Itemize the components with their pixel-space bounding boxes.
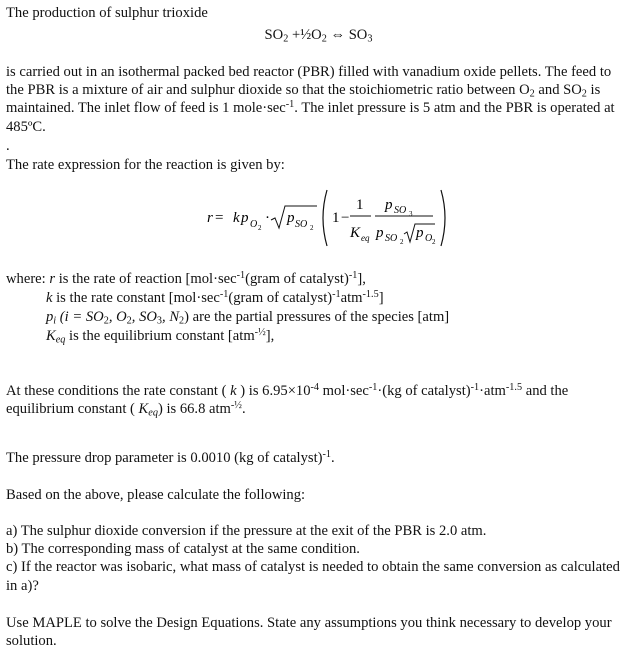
question-a: a) The sulphur dioxide conversion if the pressure at the exit of the PBR is 2.0 atm. xyxy=(6,523,487,539)
eq-p2: p xyxy=(287,210,295,226)
eq-p3: p xyxy=(385,197,393,213)
question-c: c) If the reactor was isobaric, what mass of catalyst is needed to obtain the same conversion as calculated in a)? xyxy=(6,559,620,594)
eq-K-sub: eq xyxy=(361,233,370,243)
problem-title: The production of sulphur trioxide xyxy=(6,5,208,21)
eq-k: k xyxy=(233,210,240,226)
eq-equals: = xyxy=(215,210,224,226)
eq-o2b-two: 2 xyxy=(432,238,436,246)
def-p: $p_i$ ($i = SO_2$, $O_2$, $SO_3$, $N_2$) are the partial pressures of the species [atm] xyxy=(46,309,450,327)
eq-p4: p xyxy=(376,225,384,241)
reaction-equation: $SO_2$ $+\frac{1}{2}O_2$ ⇔ $SO_3$ xyxy=(264,27,373,45)
eq-dot: · xyxy=(265,210,270,226)
def-k: k is the rate constant [$mol\cdot\sec^{-1}(gram$ of catalyst)$^{-1}$atm$^{-1.5}$] xyxy=(46,288,384,306)
frac-one: 1 xyxy=(356,197,364,213)
eq-so2b-two: 2 xyxy=(400,238,404,246)
where-definitions xyxy=(6,270,630,346)
eq-p1: p xyxy=(241,210,249,226)
rate-expression xyxy=(195,182,475,254)
def-K: $K_{eq}$ is the equilibrium constant [atm$^{-\frac{1}{2}}$], xyxy=(46,326,275,346)
eq-so3: SO xyxy=(394,205,407,216)
eq-so2-two: 2 xyxy=(310,224,314,232)
eq-o-two: 2 xyxy=(258,224,262,232)
closing-instructions: Use MAPLE to solve the Design Equations. State any assumptions you think necessary to develop your solution. xyxy=(6,615,612,650)
question-list xyxy=(6,522,630,595)
based-on-above: Based on the above, please calculate the following: xyxy=(6,487,306,503)
question-b: b) The corresponding mass of catalyst at the same condition. xyxy=(6,541,360,558)
eq-so3-three: 3 xyxy=(409,210,413,218)
eq-minus: − xyxy=(341,210,350,226)
eq-so2b: SO xyxy=(385,233,398,244)
eq-so2: SO xyxy=(295,219,308,230)
rate-heading: The rate expression for the reaction is given by: xyxy=(6,157,285,173)
stray-dot: . xyxy=(6,138,10,154)
eq-one: 1 xyxy=(332,210,340,226)
eq-p5: p xyxy=(416,225,424,241)
eq-K: K xyxy=(350,225,361,241)
def-r: where: r is the rate of reaction [$mol\cdot\sec^{-1}(gram$ of catalyst)$^{-1}$], xyxy=(6,269,366,287)
conditions-paragraph: At these conditions the rate constant ( k ) is $6.95\times 10^{-4}$ $mol\cdot\sec^{-1}\cdot(kg$ of catalyst)$^{-1}$·atm$^{-1.5}$ and the equilibrium constant ( $K_{eq}$) is 66.8 atm$^{-\frac{1}{2}}$. xyxy=(6,381,569,419)
rate-expression-svg xyxy=(195,182,475,254)
pressure-drop: The pressure drop parameter is 0.0010 (kg of catalyst)$^{-1}$. xyxy=(6,448,335,466)
eq-o2b: O xyxy=(425,233,433,244)
eq-r: r xyxy=(207,210,213,226)
intro-paragraph: is carried out in an isothermal packed bed reactor (PBR) filled with vanadium oxide pellets. The feed to the PBR is a mixture of air and sulphur dioxide so that the stoichiometric ratio between $O_2$ and $SO_2$ is maintained. The inlet flow of feed is 1 $mole\cdot\sec^{-1}$. The inlet pressure is 5 atm and the PBR is operated at 485ºC. xyxy=(6,64,615,135)
eq-o: O xyxy=(250,219,258,230)
left-paren xyxy=(323,190,327,246)
right-paren xyxy=(441,190,445,246)
